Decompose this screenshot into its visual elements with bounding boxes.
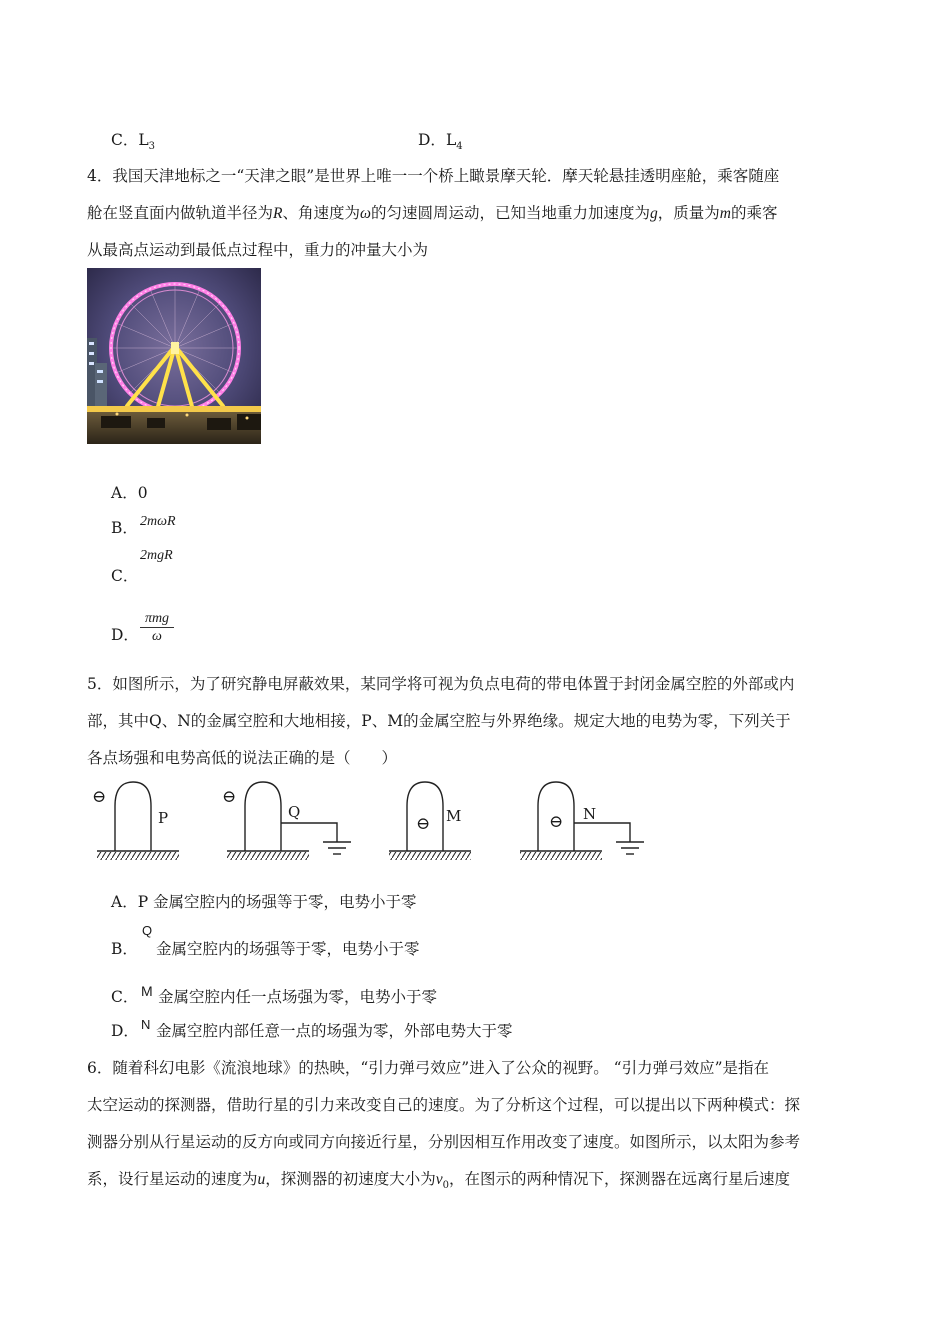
q4-option-d-fraction xyxy=(140,611,174,644)
q5-option-b-text: 金属空腔内的场强等于零，电势小于零 xyxy=(156,940,420,958)
q4-option-a[interactable]: A．0 xyxy=(111,484,148,502)
fraction-denominator: ω xyxy=(152,629,162,644)
q5-line2: 部，其中Q、N的金属空腔和大地相接，P、M的金属空腔与外界绝缘。规定大地的电势为零，下列关于 xyxy=(87,712,791,730)
negative-charge-icon-q: ⊖ xyxy=(222,787,237,807)
fraction-numerator: πmg xyxy=(144,611,170,626)
q5-option-c-symbol: M xyxy=(141,983,153,999)
fraction-bar xyxy=(140,627,174,628)
q5-option-b-symbol: Q xyxy=(142,923,153,938)
ferris-wheel-photo xyxy=(87,268,261,444)
q5-option-c-text: 金属空腔内任一点场强为零，电势小于零 xyxy=(158,988,438,1006)
label-m: M xyxy=(446,807,462,825)
negative-charge-icon-m: ⊖ xyxy=(416,814,431,834)
option-c-prev: C．$L_3$ xyxy=(111,131,156,153)
q4-option-b-letter[interactable]: B． xyxy=(111,519,138,537)
q5-option-d-letter[interactable]: D． xyxy=(111,1022,139,1040)
negative-charge-icon-p: ⊖ xyxy=(92,787,107,807)
q4-option-c-letter[interactable]: C． xyxy=(111,567,139,585)
q4-line2: 舱在竖直面内做轨道半径为R、角速度为ω的匀速圆周运动，已知当地重力加速度为g，质量为m的乘客 xyxy=(87,204,778,222)
q4-option-d-letter[interactable]: D． xyxy=(111,626,139,644)
q5-option-c-letter[interactable]: C． xyxy=(111,988,139,1006)
q5-option-d-text: 金属空腔内部任意一点的场强为零，外部电势大于零 xyxy=(156,1022,513,1040)
q5-option-d-symbol: N xyxy=(141,1017,151,1032)
q5-option-a[interactable]: A．P 金属空腔内的场强等于零，电势小于零 xyxy=(111,893,417,911)
q5-line1: 5．如图所示，为了研究静电屏蔽效果，某同学将可视为负点电荷的带电体置于封闭金属空腔的外部或内 xyxy=(87,675,795,693)
q4-option-c-expr: 2mgR xyxy=(140,548,173,563)
q6-line2: 太空运动的探测器，借助行星的引力来改变自己的速度。为了分析这个过程，可以提出以下两种模式：探 xyxy=(87,1096,801,1114)
label-p: P xyxy=(158,809,169,827)
q6-line4: 系，设行星运动的速度为u，探测器的初速度大小为$v_0$，在图示的两种情况下，探测器在远离行星后速度 xyxy=(87,1170,791,1192)
label-q: Q xyxy=(288,803,301,821)
q4-option-b-expr: 2mωR xyxy=(140,514,176,529)
q6-line1: 6．随着科幻电影《流浪地球》的热映，“引力弹弓效应”进入了公众的视野。 “引力弹弓效应”是指在 xyxy=(87,1059,769,1077)
q5-option-b-letter[interactable]: B． xyxy=(111,940,138,958)
option-d-prev: D．$L_4$ xyxy=(418,131,463,153)
q6-line3: 测器分别从行星运动的反方向或同方向接近行星，分别因相互作用改变了速度。如图所示，以太阳为参考 xyxy=(87,1133,801,1151)
q4-line3: 从最高点运动到最低点过程中，重力的冲量大小为 xyxy=(87,241,429,259)
q4-line1: 4．我国天津地标之一“天津之眼”是世界上唯一一个桥上瞰景摩天轮．摩天轮悬挂透明座舱，乘客随座 xyxy=(87,167,780,185)
q5-line3: 各点场强和电势高低的说法正确的是（ ） xyxy=(87,749,398,767)
q5-figure xyxy=(87,778,657,868)
negative-charge-icon-n: ⊖ xyxy=(549,812,564,832)
label-n: N xyxy=(583,805,597,823)
